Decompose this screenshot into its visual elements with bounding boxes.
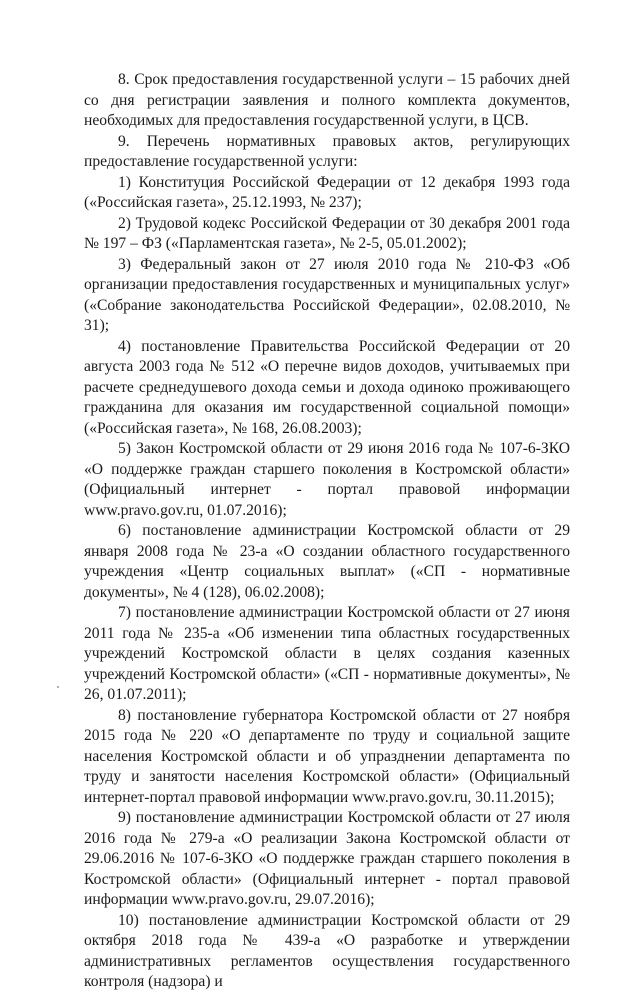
paragraph-item-2-labor-code: 2) Трудовой кодекс Российской Федерации от 30 декабря 2001 года № 197 – ФЗ («Парламентская газета», № 2-5, 05.01.2002);: [84, 214, 570, 252]
paragraph-item-7-administration-decree: 7) постановление администрации Костромской области от 27 июня 2011 года № 235-а «Об изменении типа областных государственных учреждений Костромской области в целях создания казенных учреждений Костромской области» («СП - нормативные документы», № 26, 01.07.2011);: [84, 604, 570, 703]
paragraph-item-10-administration-decree: 10) постановление администрации Костромской области от 29 октября 2018 года № 439-а «О разработке и утверждении административных регламентов осуществления государственного контроля (надзора) и: [84, 911, 570, 990]
paragraph-item-9-administration-decree: 9) постановление администрации Костромской области от 27 июля 2016 года № 279-а «О реализации Закона Костромской области от 29.06.2016 № 107-6-ЗКО «О поддержке граждан старшего поколения в Костромской области» (Официальный интернет - портал правовой информации www.pravo.gov.ru, 29.07.2016);: [84, 809, 570, 908]
paragraph-item-1-constitution: 1) Конституция Российской Федерации от 12 декабря 1993 года («Российская газета», 25.12.1993, № 237);: [84, 173, 570, 211]
paragraph-item-6-administration-decree: 6) постановление администрации Костромской области от 29 января 2008 года № 23-а «О создании областного государственного учреждения «Центр социальных выплат» («СП - нормативные документы», № 4 (128), 06.02.2008);: [84, 522, 570, 601]
paragraph-service-term: 8. Срок предоставления государственной услуги – 15 рабочих дней со дня регистрации заявления и полного комплекта документов, необходимых для предоставления государственной услуги, в ЦСВ.: [84, 71, 570, 129]
paragraph-item-5-regional-law: 5) Закон Костромской области от 29 июня 2016 года № 107-6-ЗКО «О поддержке граждан старшего поколения в Костромской области» (Официальный интернет - портал правовой информации www.pravo.gov.ru, 01.07.2016);: [84, 440, 570, 519]
paragraph-item-8-governor-decree: 8) постановление губернатора Костромской области от 27 ноября 2015 года № 220 «О департаменте по труду и социальной защите населения Костромской области и об упразднении департамента по труду и занятости населения Костромской области» (Официальный интернет-портал правовой информации www.pravo.gov.ru, 30.11.2015);: [84, 706, 570, 806]
paragraph-item-3-federal-law: 3) Федеральный закон от 27 июля 2010 года № 210-ФЗ «Об организации предоставления государственных и муниципальных услуг» («Собрание законодательства Российской Федерации», 02.08.2010, № 31);: [84, 255, 570, 334]
paragraph-legal-acts-heading: 9. Перечень нормативных правовых актов, регулирующих предоставление государственной услуги:: [84, 132, 570, 170]
paragraph-item-4-government-decree: 4) постановление Правительства Российской Федерации от 20 августа 2003 года № 512 «О перечне видов доходов, учитываемых при расчете среднедушевого дохода семьи и дохода одиноко проживающего гражданина для оказания им государственной социальной помощи» («Российская газета», № 168, 26.08.2003);: [84, 337, 570, 437]
document-body: [84, 70, 570, 993]
scan-artifact-dot: [57, 686, 59, 688]
